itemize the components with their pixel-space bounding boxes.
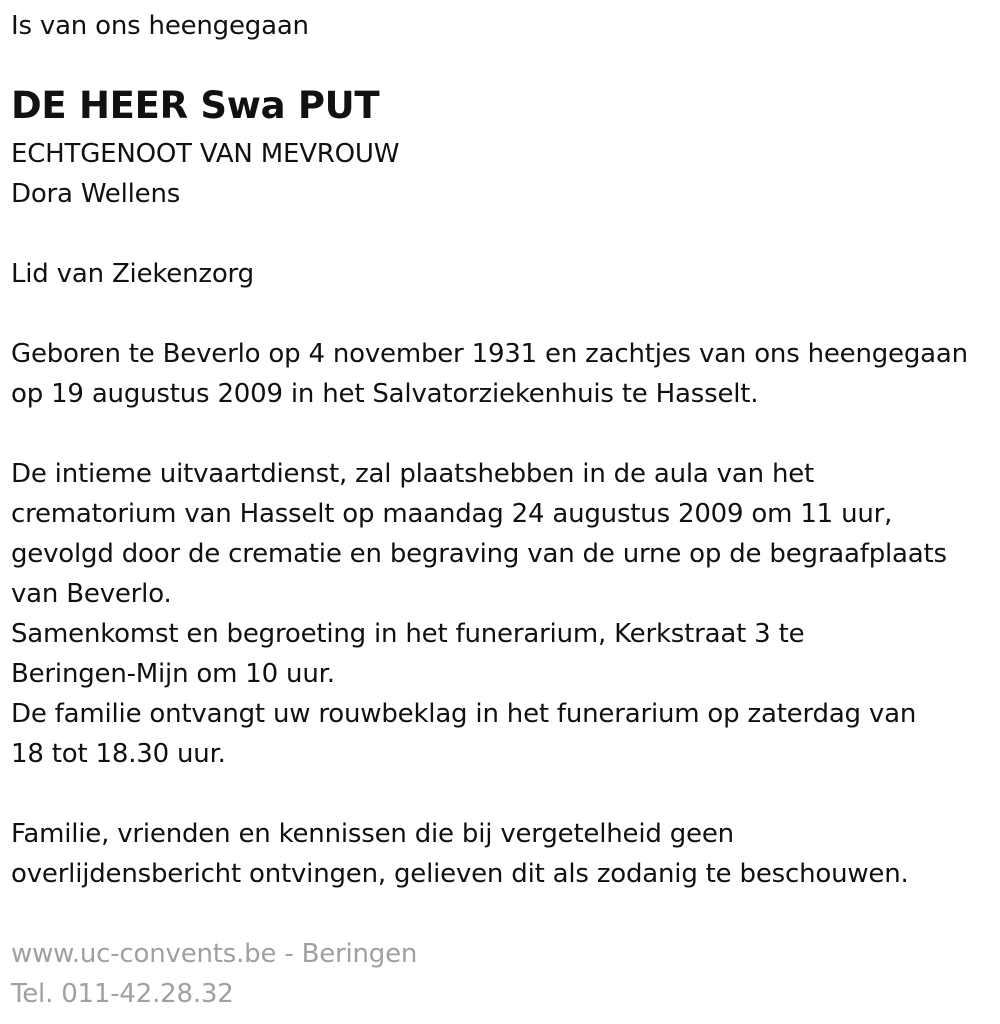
- funeral-line: gevolgd door de crematie en begraving van de urne op de begraafplaats: [11, 539, 947, 569]
- footer: [11, 934, 417, 1014]
- gathering-line: Samenkomst en begroeting in het funerarium, Kerkstraat 3 te: [11, 619, 805, 649]
- footer-website: www.uc-convents.be - Beringen: [11, 939, 418, 969]
- membership-text: Lid van Ziekenzorg: [11, 259, 254, 289]
- closing-section: [11, 814, 909, 894]
- birth-line-1: Geboren te Beverlo op 4 november 1931 en zachtjes van ons heengegaan: [11, 339, 968, 369]
- funeral-section: [11, 454, 947, 774]
- closing-line-1: Familie, vrienden en kennissen die bij vergetelheid geen: [11, 819, 734, 849]
- gathering-line: Beringen-Mijn om 10 uur.: [11, 659, 335, 689]
- membership-section: [11, 254, 254, 294]
- intro-text: Is van ons heengegaan: [11, 11, 309, 41]
- spouse-name: Dora Wellens: [11, 179, 181, 209]
- birth-line-2: op 19 augustus 2009 in het Salvatorziekenhuis te Hasselt.: [11, 379, 759, 409]
- funeral-line: van Beverlo.: [11, 579, 172, 609]
- condolence-line: 18 tot 18.30 uur.: [11, 739, 226, 769]
- funeral-line: crematorium van Hasselt op maandag 24 augustus 2009 om 11 uur,: [11, 499, 893, 529]
- deceased-name: DE HEER Swa PUT: [11, 84, 380, 127]
- condolence-line: De familie ontvangt uw rouwbeklag in het funerarium op zaterdag van: [11, 699, 917, 729]
- closing-line-2: overlijdensbericht ontvingen, gelieven dit als zodanig te beschouwen.: [11, 859, 909, 889]
- birth-death-section: [11, 334, 968, 414]
- footer-phone: Tel. 011-42.28.32: [11, 979, 234, 1009]
- spouse-section: [11, 134, 399, 214]
- funeral-line: De intieme uitvaartdienst, zal plaatshebben in de aula van het: [11, 459, 815, 489]
- spouse-title: ECHTGENOOT VAN MEVROUW: [11, 139, 400, 169]
